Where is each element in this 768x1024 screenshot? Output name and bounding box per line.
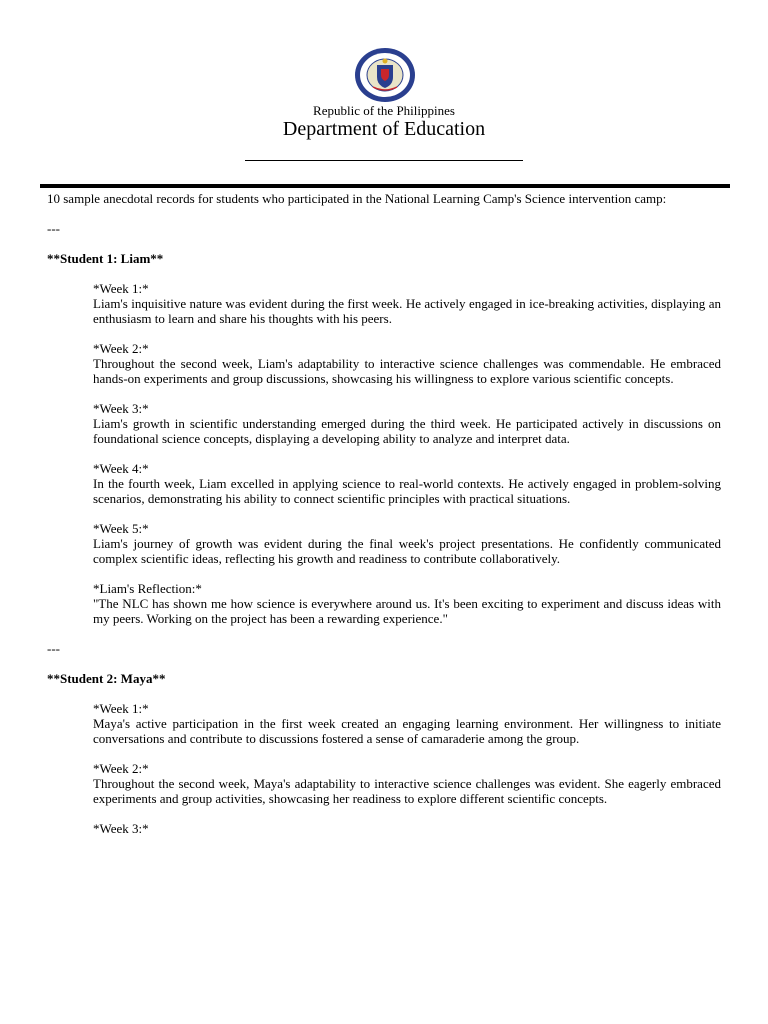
document-body (47, 191, 721, 836)
week-body: Maya's active participation in the first week created an engaging learning environment. Her willingness to initiate conversations and contribute to discussions fostered a sense of camaraderie among the group. (93, 716, 721, 746)
week-body: Throughout the second week, Liam's adaptability to interactive science challenges was commendable. He embraced hands-on experiments and group discussions, showcasing his willingness to explore various scientific concepts. (93, 356, 721, 386)
week-entry (93, 281, 721, 326)
signature-line (245, 160, 523, 161)
week-title: *Week 1:* (93, 281, 149, 296)
week-entry (93, 461, 721, 506)
week-entry (93, 821, 721, 836)
student-heading: **Student 1: Liam** (47, 251, 164, 266)
week-body: Liam's inquisitive nature was evident during the first week. He actively engaged in ice-breaking activities, displaying an enthusiasm to learn and share his thoughts with his peers. (93, 296, 721, 326)
reflection-entry (93, 581, 721, 626)
department-heading: Department of Education (282, 118, 486, 140)
week-entry (93, 401, 721, 446)
week-title: *Week 3:* (93, 821, 149, 836)
week-body: Liam's growth in scientific understanding emerged during the third week. He participated actively in discussions on foundational science concepts, displaying a developing ability to analyze and interpret data. (93, 416, 721, 446)
separator: --- (47, 641, 60, 656)
intro-paragraph: 10 sample anecdotal records for students who participated in the National Learning Camp's Science intervention camp: (47, 191, 667, 206)
separator: --- (47, 221, 60, 236)
week-entry (93, 761, 721, 806)
week-title: *Week 2:* (93, 341, 149, 356)
deped-seal-icon (353, 47, 417, 103)
letterhead (0, 0, 768, 190)
week-title: *Week 4:* (93, 461, 149, 476)
week-title: *Week 2:* (93, 761, 149, 776)
week-entry (93, 521, 721, 566)
week-body: Liam's journey of growth was evident during the final week's project presentations. He confidently communicated complex scientific ideas, reflecting his growth and readiness to contribute collaboratively. (93, 536, 721, 566)
week-entry (93, 341, 721, 386)
week-entry (93, 701, 721, 746)
week-body: In the fourth week, Liam excelled in applying science to real-world contexts. He actively engaged in problem-solving scenarios, demonstrating his ability to connect scientific principles with practical situations. (93, 476, 721, 506)
week-title: *Week 3:* (93, 401, 149, 416)
week-title: *Week 1:* (93, 701, 149, 716)
republic-heading: Republic of the Philippines (313, 103, 455, 118)
header-rule (40, 184, 730, 188)
week-title: *Week 5:* (93, 521, 149, 536)
reflection-title: *Liam's Reflection:* (93, 581, 202, 596)
reflection-body: "The NLC has shown me how science is everywhere around us. It's been exciting to experiment and discuss ideas with my peers. Working on the project has been a rewarding experience." (93, 596, 721, 626)
student-heading: **Student 2: Maya** (47, 671, 166, 686)
week-body: Throughout the second week, Maya's adaptability to interactive science challenges was evident. She eagerly embraced experiments and group activities, showcasing her readiness to explore different scientific concepts. (93, 776, 721, 806)
